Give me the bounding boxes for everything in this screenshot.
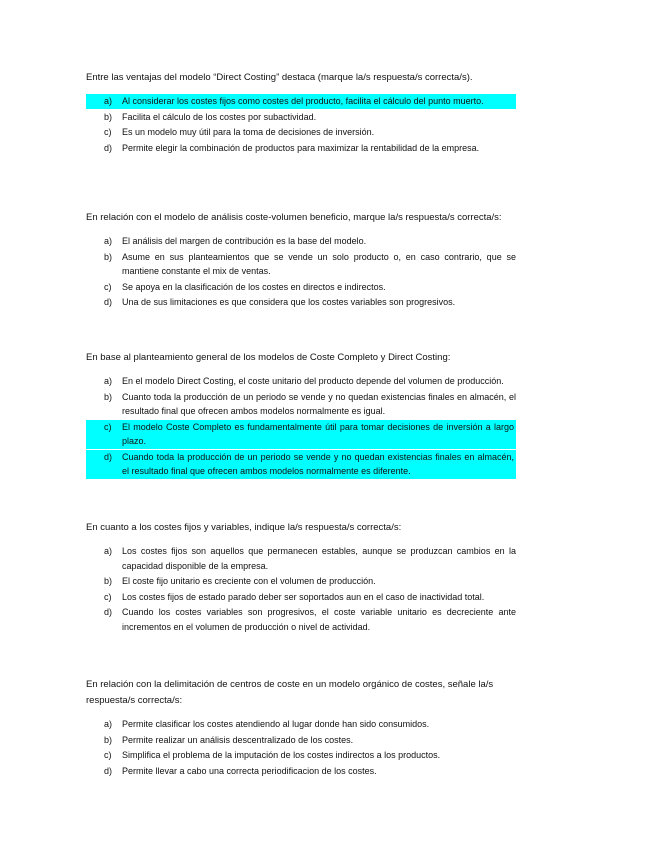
option-b [86, 390, 516, 419]
option-text: El coste fijo unitario es creciente con el volumen de producción. [122, 576, 376, 586]
option-text: Asume en sus planteamientos que se vende un solo producto o, en caso contrario, que se mantiene constante el mix de ventas. [122, 251, 516, 276]
option-text: En el modelo Direct Costing, el coste unitario del producto depende del volumen de producción. [122, 376, 504, 386]
option-text: Simplifica el problema de la imputación de los costes indirectos a los productos. [122, 750, 441, 760]
option-text: Permite realizar un análisis descentralizado de los costes. [122, 734, 354, 745]
option-c [86, 280, 516, 295]
option-text: Cuanto toda la producción de un periodo se vende y no quedan existencias finales en almacén, el resultado final que ofrecen ambos modelos normalmente es igual. [122, 391, 516, 416]
option-text: Cuando toda la producción de un periodo se vende y no quedan existencias finales en almacén, el resultado final que ofrecen ambos modelos normalmente es diferente. [122, 450, 516, 479]
options-list [86, 234, 516, 310]
question-text: Entre las ventajas del modelo “Direct Costing” destaca (marque la/s respuesta/s correcta/s). [86, 72, 473, 83]
option-label: a) [86, 94, 122, 109]
option-d [86, 141, 516, 156]
option-label: a) [104, 546, 113, 556]
option-a [86, 374, 516, 389]
option-label: a) [104, 236, 113, 246]
option-label: b) [104, 111, 113, 122]
option-text: Es un modelo muy útil para la toma de decisiones de inversión. [122, 127, 375, 137]
question-text: En base al planteamiento general de los modelos de Coste Completo y Direct Costing: [86, 352, 451, 363]
option-text: El modelo Coste Completo es fundamentalmente útil para tomar decisiones de inversión a largo plazo. [122, 420, 516, 449]
option-d [86, 605, 516, 634]
option-text: Facilita el cálculo de los costes por subactividad. [122, 111, 317, 122]
option-label: d) [104, 142, 113, 153]
option-a [86, 94, 516, 109]
option-label: d) [104, 765, 113, 776]
question-2 [86, 210, 516, 311]
option-text: El análisis del margen de contribución es la base del modelo. [122, 236, 367, 246]
option-text: Cuando los costes variables son progresivos, el coste variable unitario es decreciente ante incrementos en el volumen de producción o nivel de actividad. [122, 607, 516, 632]
question-text: En relación con la delimitación de centros de coste en un modelo orgánico de costes, señale la/s respuesta/s correcta/s: [86, 679, 494, 706]
option-b [86, 733, 516, 748]
option-c [86, 125, 516, 140]
option-text: Al considerar los costes fijos como costes del producto, facilita el cálculo del punto muerto. [122, 94, 516, 109]
option-c [86, 748, 516, 763]
question-3 [86, 350, 516, 480]
option-label: c) [104, 591, 112, 602]
options-list [86, 94, 516, 155]
option-d [86, 764, 516, 779]
option-text: Los costes fijos de estado parado deber ser soportados aun en el caso de inactividad total. [122, 591, 485, 602]
option-label: c) [104, 127, 112, 137]
options-list [86, 717, 516, 778]
option-text: Permite llevar a cabo una correcta periodificacion de los costes. [122, 765, 377, 776]
option-text: Una de sus limitaciones es que considera que los costes variables son progresivos. [122, 297, 456, 307]
options-list [86, 544, 516, 634]
option-text: Los costes fijos son aquellos que permanecen estables, aunque se produzcan cambios en la capacidad disponible de la empresa. [122, 546, 516, 571]
option-d [86, 295, 516, 310]
option-a [86, 234, 516, 249]
option-label: b) [104, 734, 113, 745]
option-label: b) [104, 251, 113, 262]
option-label: d) [104, 607, 113, 617]
option-label: b) [104, 576, 113, 586]
option-label: c) [104, 750, 112, 760]
option-label: d) [86, 450, 122, 479]
question-text: En cuanto a los costes fijos y variables, indique la/s respuesta/s correcta/s: [86, 522, 402, 533]
option-c [86, 420, 516, 449]
option-text: Permite elegir la combinación de productos para maximizar la rentabilidad de la empresa. [122, 142, 480, 153]
option-text: Permite clasificar los costes atendiendo al lugar donde han sido consumidos. [122, 719, 430, 729]
question-4 [86, 520, 516, 635]
option-text: Se apoya en la clasificación de los costes en directos e indirectos. [122, 281, 386, 292]
option-a [86, 544, 516, 573]
option-label: b) [104, 391, 113, 402]
option-label: c) [104, 281, 112, 292]
question-1 [86, 70, 516, 156]
option-d [86, 450, 516, 479]
option-a [86, 717, 516, 732]
option-b [86, 110, 516, 125]
option-label: a) [104, 719, 113, 729]
option-c [86, 590, 516, 605]
question-5 [86, 677, 516, 779]
options-list [86, 374, 516, 479]
option-label: d) [104, 297, 113, 307]
option-b [86, 250, 516, 279]
option-b [86, 574, 516, 589]
option-label: a) [104, 376, 113, 386]
question-text: En relación con el modelo de análisis coste-volumen beneficio, marque la/s respuesta/s correcta/s: [86, 212, 502, 223]
option-label: c) [86, 420, 122, 449]
